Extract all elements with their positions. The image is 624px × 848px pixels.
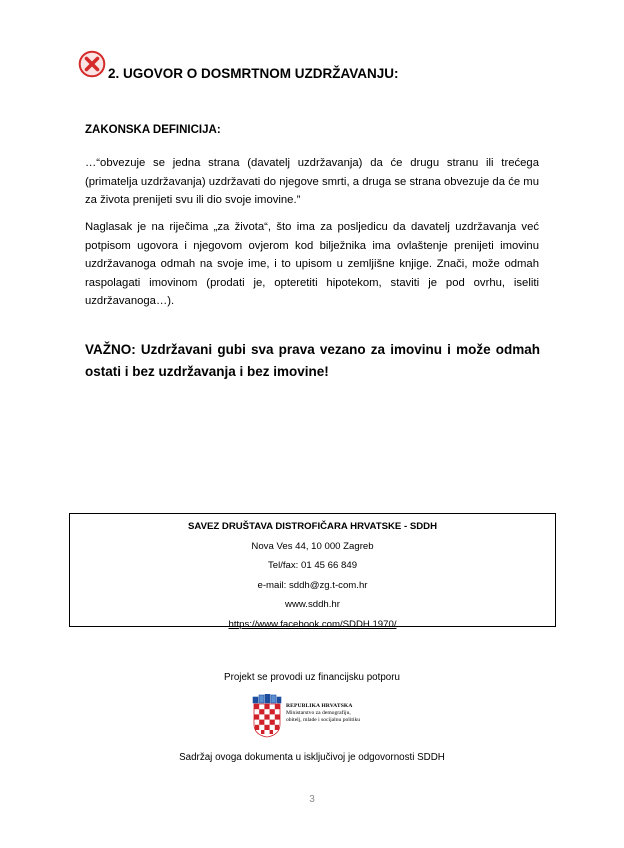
- logo-country: REPUBLIKA HRVATSKA: [286, 703, 353, 709]
- legal-definition-heading: ZAKONSKA DEFINICIJA:: [85, 124, 221, 136]
- close-circle-icon: [78, 50, 106, 78]
- definition-paragraph: …“obvezuje se jedna strana (davatelj uzdržavanja) da će drugu stranu ili trećega (primatelja uzdržavanja) uzdržavati do njegove smrti, a druga se strana obvezuje da će mu za života prenijeti svu ili dio svoje imovine.”: [85, 157, 539, 206]
- facebook-link[interactable]: https://www.facebook.com/SDDH.1970/: [228, 618, 397, 630]
- address: Nova Ves 44, 10 000 Zagreb: [251, 540, 374, 552]
- contact-box: [69, 513, 556, 630]
- logo-ministry-line2: obitelj, mlade i socijalnu politiku: [286, 717, 361, 723]
- website-link[interactable]: www.sddh.hr: [285, 599, 340, 610]
- page-number: 3: [309, 794, 315, 805]
- email: e-mail: sddh@zg.t-com.hr: [257, 579, 368, 591]
- disclaimer: Sadržaj ovoga dokumenta u isključivoj je odgovornosti SDDH: [179, 752, 445, 763]
- funding-text: Projekt se provodi uz financijsku potporu: [224, 672, 400, 683]
- croatian-coat-of-arms-icon: [252, 694, 282, 738]
- important-notice: VAŽNO: Uzdržavani gubi sva prava vezano za imovinu i može odmah ostati i bez uzdržavanja i bez imovine!: [85, 342, 540, 379]
- logo-ministry-line1: Ministarstvo za demografiju,: [286, 710, 351, 716]
- phone: Tel/fax: 01 45 66 849: [267, 560, 358, 571]
- section-heading: 2. UGOVOR O DOSMRTNOM UZDRŽAVANJU:: [108, 66, 399, 81]
- explanation-paragraph: Naglasak je na riječima „za života“, što ima za posljedicu da davatelj uzdržavanja već potpisom ugovora i njegovom ovjerom kod bilježnika ima ovlaštenje prenijeti imovinu uzdržavanoga odmah na svoje ime, i to upisom u zemljišne knjige. Znači, može odmah raspolagati imovinom (prodati je, opteretiti hipotekom, staviti je pod ovrhu, iseliti uzdržavanoga…).: [85, 221, 539, 307]
- ministry-logo: [250, 694, 390, 738]
- organization-name: SAVEZ DRUŠTAVA DISTROFIČARA HRVATSKE - SDDH: [187, 521, 438, 532]
